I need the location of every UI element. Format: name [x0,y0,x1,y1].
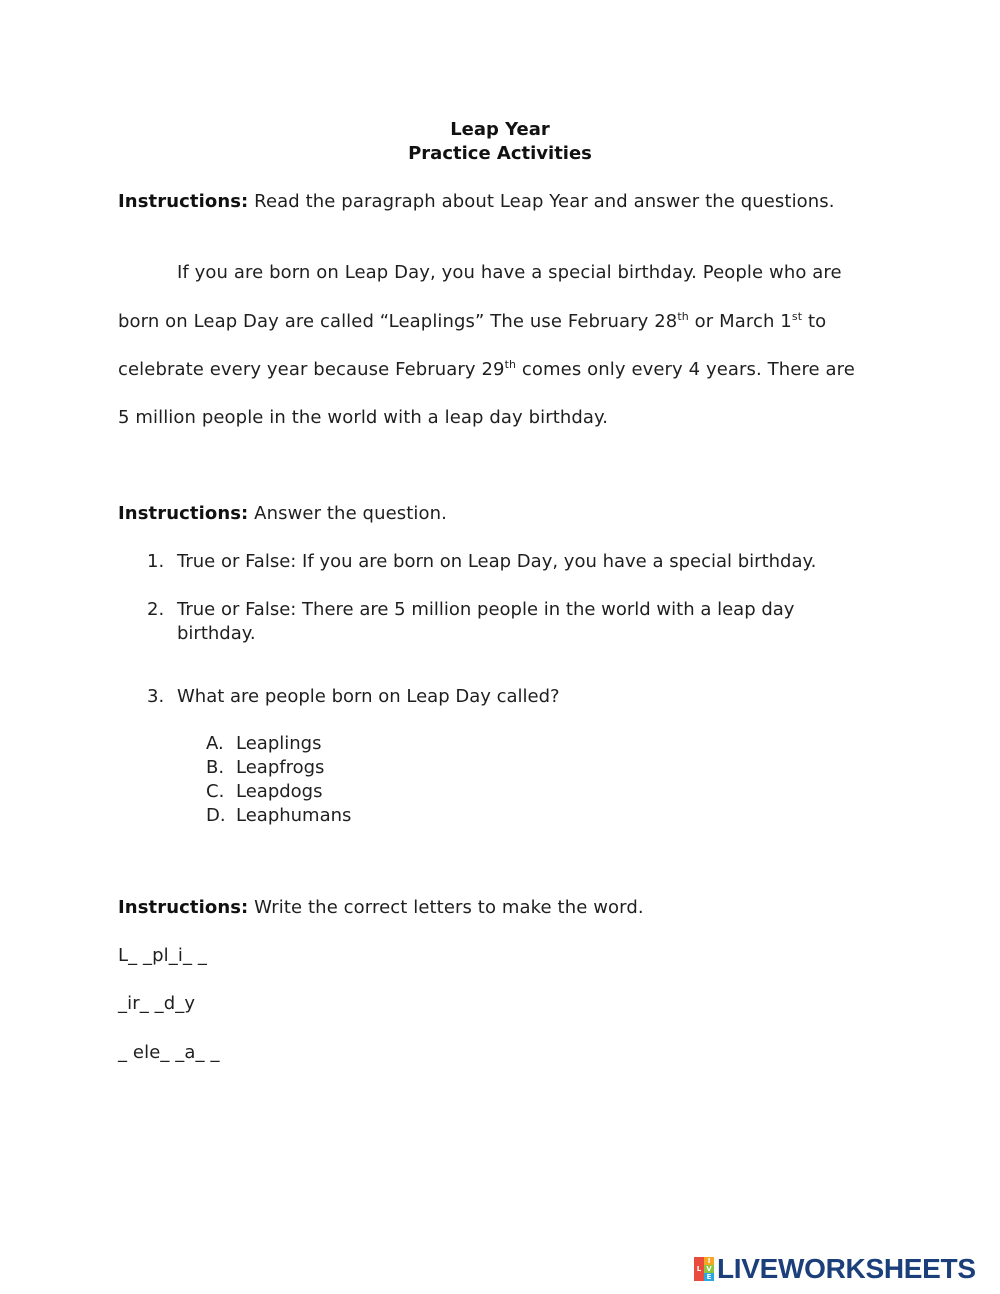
word-puzzle[interactable]: _ ele_ _a_ _ [118,1042,220,1063]
instructions-label: Instructions: [118,503,249,524]
liveworksheets-logo-text: LIVEWORKSHEETS [717,1253,976,1284]
option-text: Leaplings [236,733,322,754]
instructions-text: Read the paragraph about Leap Year and answer the questions. [248,191,835,212]
paragraph-line-1: If you are born on Leap Day, you have a special birthday. People who are [177,262,842,283]
question-text-continued: birthday. [177,623,256,644]
instructions-write [118,897,644,918]
word-puzzle[interactable]: _ir_ _d_y [118,993,196,1014]
page-title: Leap Year [450,119,550,140]
option-letter: D. [206,805,226,826]
question-text: True or False: There are 5 million people in the world with a leap day [177,599,795,620]
liveworksheets-logo-icon: L I V E [694,1257,714,1281]
option-letter: B. [206,757,225,778]
option-letter: C. [206,781,225,802]
option-text: Leapdogs [236,781,323,802]
instructions-label: Instructions: [118,191,249,212]
question-number: 1. [147,551,165,572]
page-subtitle: Practice Activities [408,143,592,164]
word-puzzle[interactable]: L_ _pl_i_ _ [118,945,207,966]
question-number: 3. [147,686,165,707]
paragraph-line-2: born on Leap Day are called “Leaplings” The use February 28th or March 1st to [118,310,827,332]
instructions-answer [118,503,447,524]
instructions-label: Instructions: [118,897,249,918]
question-text: What are people born on Leap Day called? [177,686,560,707]
instructions-text: Answer the question. [248,503,447,524]
paragraph-line-4: 5 million people in the world with a leap day birthday. [118,407,609,428]
instructions-text: Write the correct letters to make the word. [248,897,644,918]
question-number: 2. [147,599,165,620]
option-letter: A. [206,733,224,754]
instructions-read [118,191,835,212]
option-text: Leapfrogs [236,757,325,778]
option-text: Leaphumans [236,805,352,826]
liveworksheets-logo[interactable] [694,1255,976,1283]
question-text: True or False: If you are born on Leap Day, you have a special birthday. [177,551,817,572]
paragraph-line-3: celebrate every year because February 29th comes only every 4 years. There are [118,358,855,380]
